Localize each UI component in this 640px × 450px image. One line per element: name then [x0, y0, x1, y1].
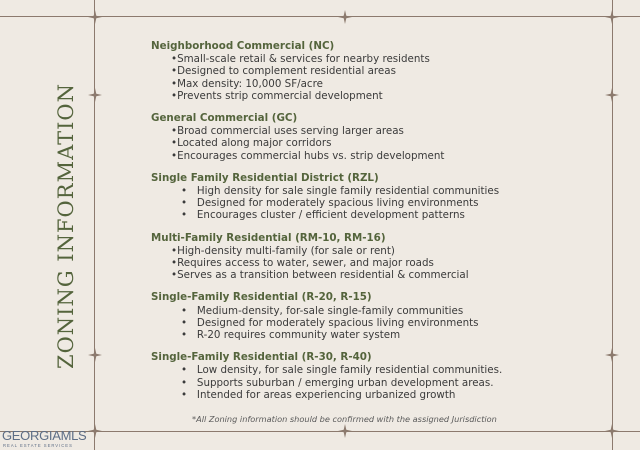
list-item: • Supports suburban / emerging urban development areas. — [181, 376, 494, 389]
frame-left-line — [94, 0, 95, 450]
section-title: Single-Family Residential (R-20, R-15) — [151, 291, 372, 304]
list-item-text: Located along major corridors — [177, 137, 332, 150]
star-ornament-icon — [338, 424, 352, 438]
list-item-text: High density for sale single family residential communities — [196, 185, 500, 198]
list-item-text: Encourages cluster / efficient development patterns — [196, 209, 465, 222]
list-item-text: Designed for moderately spacious living environments — [196, 197, 479, 210]
star-ornament-icon — [88, 424, 102, 438]
zoning-section — [151, 40, 611, 102]
list-item-text: Low density, for sale single family residential communities. — [196, 364, 503, 377]
list-item: •Max density: 10,000 SF/acre — [171, 77, 323, 90]
list-item-text: Encourages commercial hubs vs. strip development — [177, 149, 445, 162]
disclaimer-text: *All Zoning information should be confirmed with the assigned Jurisdiction — [192, 414, 497, 424]
list-item: • Designed for moderately spacious living environments — [181, 316, 479, 329]
list-item-text: Serves as a transition between residential & commercial — [177, 269, 469, 282]
section-title: Multi-Family Residential (RM-10, RM-16) — [151, 231, 386, 244]
page-title: ZONING INFORMATION — [54, 83, 78, 369]
list-item: •Serves as a transition between residential & commercial — [171, 269, 469, 282]
list-item: • Medium-density, for-sale single-family communities — [181, 304, 464, 317]
star-ornament-icon — [88, 348, 102, 362]
list-item-text: Broad commercial uses serving larger areas — [177, 125, 404, 138]
list-item: • Designed for moderately spacious living environments — [181, 197, 479, 210]
list-item-text: R-20 requires community water system — [196, 329, 401, 342]
list-item: • High density for sale single family residential communities — [181, 185, 500, 198]
list-item: •Small-scale retail & services for nearby residents — [171, 53, 430, 66]
star-ornament-icon — [338, 10, 352, 24]
bullet-list — [151, 305, 611, 342]
list-item-text: Medium-density, for-sale single-family communities — [196, 304, 464, 317]
list-item-text: Requires access to water, sewer, and major roads — [177, 257, 434, 270]
zoning-section — [151, 172, 611, 222]
bullet-list — [151, 53, 611, 102]
list-item: • Encourages cluster / efficient development patterns — [181, 209, 465, 222]
georgia-mls-logo — [2, 428, 87, 450]
list-item: •Requires access to water, sewer, and major roads — [171, 257, 434, 270]
zoning-section — [151, 291, 611, 341]
list-item-text: Intended for areas experiencing urbanized growth — [196, 388, 456, 401]
zoning-content — [151, 40, 611, 411]
list-item: • R-20 requires community water system — [181, 329, 401, 342]
zoning-section — [151, 232, 611, 282]
list-item: • Intended for areas experiencing urbanized growth — [181, 388, 456, 401]
list-item: •Encourages commercial hubs vs. strip development — [171, 149, 445, 162]
zoning-section — [151, 112, 611, 162]
list-item: •Broad commercial uses serving larger areas — [171, 125, 404, 138]
list-item: •High-density multi-family (for sale or rent) — [171, 244, 395, 257]
logo-tagline: REAL ESTATE SERVICES — [3, 443, 73, 448]
section-title: Neighborhood Commercial (NC) — [151, 40, 335, 52]
section-title: Single-Family Residential (R-30, R-40) — [151, 351, 372, 364]
list-item-text: Designed to complement residential areas — [177, 65, 396, 78]
list-item-text: High-density multi-family (for sale or rent) — [177, 244, 395, 257]
star-ornament-icon — [88, 88, 102, 102]
list-item-text: Max density: 10,000 SF/acre — [177, 77, 323, 90]
section-title: General Commercial (GC) — [151, 112, 298, 125]
star-ornament-icon — [605, 10, 619, 24]
list-item-text: Small-scale retail & services for nearby residents — [177, 53, 430, 66]
bullet-list — [151, 185, 611, 222]
bullet-list — [151, 125, 611, 162]
list-item-text: Supports suburban / emerging urban development areas. — [196, 376, 494, 389]
list-item: •Located along major corridors — [171, 137, 332, 150]
bullet-list — [151, 245, 611, 282]
star-ornament-icon — [88, 10, 102, 24]
bullet-list — [151, 364, 611, 401]
list-item-text: Designed for moderately spacious living environments — [196, 316, 479, 329]
list-item: •Prevents strip commercial development — [171, 89, 383, 102]
list-item-text: Prevents strip commercial development — [177, 89, 383, 102]
list-item: •Designed to complement residential areas — [171, 65, 396, 78]
zoning-section — [151, 351, 611, 401]
frame-right-line — [612, 0, 613, 450]
star-ornament-icon — [605, 424, 619, 438]
section-title: Single Family Residential District (RZL) — [151, 171, 379, 184]
logo-wordmark: GEORGIAMLS — [2, 428, 87, 443]
list-item: • Low density, for sale single family residential communities. — [181, 364, 503, 377]
